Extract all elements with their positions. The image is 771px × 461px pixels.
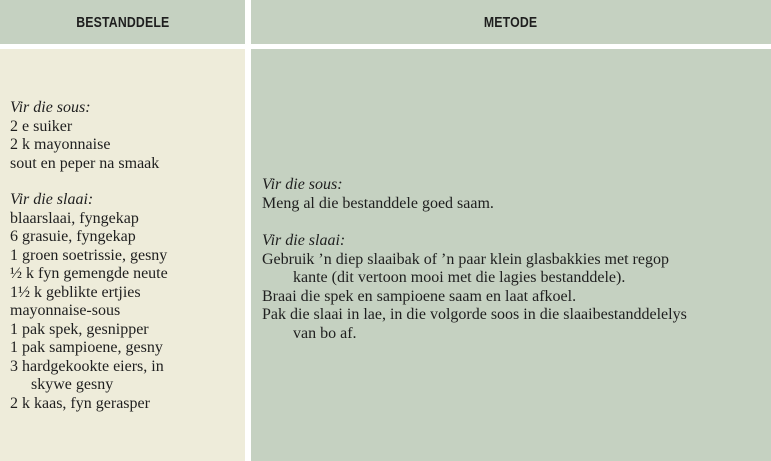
ingredient-item: blaarslaai, fyngekap <box>10 209 139 227</box>
header-method <box>251 0 771 44</box>
ingredient-item: mayonnaise-sous <box>10 302 121 319</box>
method-step: Pak die slaai in lae, in die volgorde soos in die slaaibestanddelelys <box>262 306 687 323</box>
ingredient-item: 6 grasuie, fyngekap <box>10 228 136 245</box>
ingredient-item: 1½ k geblikte ertjies <box>10 283 141 301</box>
header-ingredients-label: BESTANDDELE <box>75 13 170 31</box>
ingredients-column <box>0 49 245 461</box>
ingredient-item: 2 e suiker <box>10 117 73 135</box>
ingredients-sous-section <box>10 99 159 173</box>
ingredient-item: 1 pak sampioene, gesny <box>10 339 163 356</box>
ingredients-slaai-heading: Vir die slaai: <box>10 191 94 208</box>
method-sous-heading: Vir die sous: <box>262 176 343 193</box>
method-step: Braai die spek en sampioene saam en laat afkoel. <box>262 287 577 305</box>
ingredient-item: 2 k mayonnaise <box>10 136 111 153</box>
method-slaai-section <box>262 232 687 343</box>
ingredient-item: 1 groen soetrissie, gesny <box>10 246 168 264</box>
method-column <box>251 49 771 461</box>
ingredient-item-continuation: skywe gesny <box>31 376 114 393</box>
method-step-continuation: van bo af. <box>293 324 357 342</box>
method-step-continuation: kante (dit vertoon mooi met die lagies bestanddele). <box>293 269 626 286</box>
method-step: Gebruik ’n diep slaaibak of ’n paar klein glasbakkies met regop <box>262 250 669 268</box>
method-slaai-heading: Vir die slaai: <box>262 232 346 249</box>
method-step: Meng al die bestanddele goed saam. <box>262 194 494 212</box>
ingredient-item: 3 hardgekookte eiers, in <box>10 357 164 375</box>
ingredients-slaai-section <box>10 191 168 413</box>
ingredient-item: 2 k kaas, fyn gerasper <box>10 394 150 412</box>
ingredient-item: 1 pak spek, gesnipper <box>10 320 149 338</box>
header-method-label: METODE <box>484 13 538 31</box>
method-sous-section <box>262 176 494 213</box>
ingredients-sous-heading: Vir die sous: <box>10 99 91 116</box>
ingredient-item: ½ k fyn gemengde neute <box>10 265 168 282</box>
ingredient-item: sout en peper na smaak <box>10 154 160 172</box>
header-ingredients <box>0 0 245 44</box>
